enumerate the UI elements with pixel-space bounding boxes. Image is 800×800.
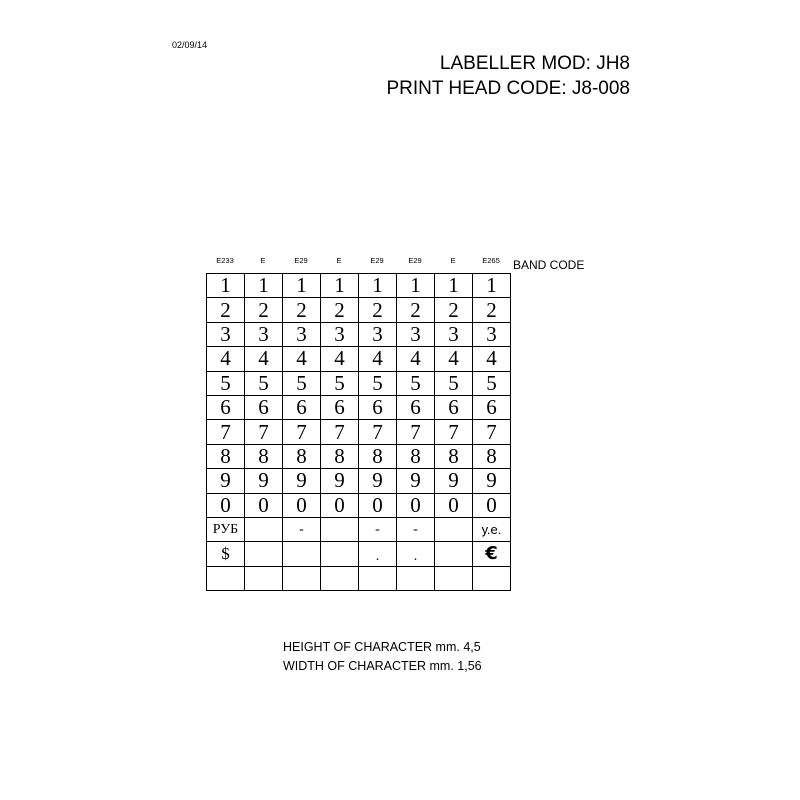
grid-cell: - xyxy=(359,517,397,541)
grid-cell: 3 xyxy=(435,322,473,346)
grid-cell: 0 xyxy=(321,493,359,517)
grid-cell: 5 xyxy=(359,371,397,395)
character-specs xyxy=(283,638,482,676)
grid-cell xyxy=(245,566,283,590)
band-code-7: E xyxy=(450,256,456,265)
grid-row xyxy=(207,566,511,590)
grid-cell: 9 xyxy=(473,469,511,493)
grid-cell: 0 xyxy=(359,493,397,517)
grid-cell: 2 xyxy=(283,298,321,322)
grid-cell: 1 xyxy=(283,274,321,298)
grid-cell: 5 xyxy=(321,371,359,395)
grid-cell xyxy=(321,566,359,590)
grid-cell: 8 xyxy=(321,444,359,468)
grid-cell: 2 xyxy=(473,298,511,322)
grid-cell: 7 xyxy=(245,420,283,444)
grid-cell: 4 xyxy=(473,347,511,371)
grid-cell: 0 xyxy=(207,493,245,517)
grid-cell: 7 xyxy=(207,420,245,444)
grid-cell xyxy=(321,517,359,541)
grid-cell: 2 xyxy=(321,298,359,322)
grid-row xyxy=(207,493,511,517)
band-code-2: E xyxy=(260,256,266,265)
print-band-grid-body xyxy=(207,274,511,591)
grid-cell xyxy=(321,542,359,566)
grid-row xyxy=(207,298,511,322)
grid-cell: 6 xyxy=(435,395,473,419)
grid-row xyxy=(207,395,511,419)
grid-cell: 4 xyxy=(207,347,245,371)
grid-cell: 1 xyxy=(359,274,397,298)
labeller-model-title: LABELLER MOD: JH8 xyxy=(439,53,630,74)
grid-cell: 6 xyxy=(321,395,359,419)
grid-cell: 0 xyxy=(283,493,321,517)
band-code-4: E xyxy=(336,256,342,265)
grid-cell: - xyxy=(397,517,435,541)
grid-cell xyxy=(283,542,321,566)
grid-cell: . xyxy=(397,542,435,566)
grid-cell: 6 xyxy=(283,395,321,419)
grid-cell: 8 xyxy=(207,444,245,468)
grid-cell: 1 xyxy=(321,274,359,298)
grid-cell: 2 xyxy=(397,298,435,322)
grid-cell: 6 xyxy=(207,395,245,419)
grid-cell: 9 xyxy=(397,469,435,493)
grid-cell: 5 xyxy=(283,371,321,395)
grid-cell: 1 xyxy=(397,274,435,298)
grid-cell: 8 xyxy=(435,444,473,468)
grid-cell: 2 xyxy=(245,298,283,322)
grid-row xyxy=(207,517,511,541)
grid-cell xyxy=(245,542,283,566)
grid-cell: 5 xyxy=(207,371,245,395)
grid-cell: 4 xyxy=(435,347,473,371)
grid-cell: 9 xyxy=(245,469,283,493)
grid-row xyxy=(207,371,511,395)
grid-cell: 7 xyxy=(397,420,435,444)
grid-cell: 2 xyxy=(207,298,245,322)
grid-cell: 3 xyxy=(473,322,511,346)
grid-row xyxy=(207,444,511,468)
grid-row xyxy=(207,420,511,444)
grid-cell: 0 xyxy=(245,493,283,517)
grid-cell: 3 xyxy=(397,322,435,346)
grid-cell: 7 xyxy=(473,420,511,444)
grid-cell: 9 xyxy=(321,469,359,493)
grid-cell: 8 xyxy=(473,444,511,468)
grid-cell: 6 xyxy=(245,395,283,419)
grid-row xyxy=(207,322,511,346)
grid-cell: 9 xyxy=(207,469,245,493)
grid-cell: 6 xyxy=(397,395,435,419)
band-code-1: E233 xyxy=(216,256,234,265)
grid-cell: 7 xyxy=(359,420,397,444)
band-codes-row xyxy=(206,256,510,268)
character-height-spec: HEIGHT OF CHARACTER mm. 4,5 xyxy=(283,640,481,654)
grid-cell: 3 xyxy=(321,322,359,346)
grid-cell: 8 xyxy=(359,444,397,468)
grid-cell: 0 xyxy=(473,493,511,517)
grid-cell: 5 xyxy=(245,371,283,395)
grid-cell: 4 xyxy=(283,347,321,371)
grid-row xyxy=(207,347,511,371)
grid-cell xyxy=(435,517,473,541)
grid-row xyxy=(207,274,511,298)
grid-row xyxy=(207,542,511,566)
grid-cell: 3 xyxy=(359,322,397,346)
band-code-6: E29 xyxy=(408,256,422,265)
document-date: 02/09/14 xyxy=(172,40,208,50)
grid-cell: . xyxy=(359,542,397,566)
grid-cell: € xyxy=(473,542,511,566)
grid-cell: 5 xyxy=(473,371,511,395)
band-code-5: E29 xyxy=(370,256,384,265)
grid-cell: 0 xyxy=(397,493,435,517)
grid-cell xyxy=(245,517,283,541)
grid-cell: 6 xyxy=(359,395,397,419)
band-code-8: E265 xyxy=(482,256,500,265)
band-code-label: BAND CODE xyxy=(513,258,585,272)
grid-cell: 2 xyxy=(359,298,397,322)
grid-cell: у.е. xyxy=(473,517,511,541)
grid-cell: РУБ xyxy=(207,517,245,541)
grid-cell: 3 xyxy=(207,322,245,346)
grid-cell: 6 xyxy=(473,395,511,419)
grid-cell xyxy=(473,566,511,590)
grid-cell: 8 xyxy=(397,444,435,468)
grid-row xyxy=(207,469,511,493)
grid-cell: 8 xyxy=(245,444,283,468)
print-head-code-title: PRINT HEAD CODE: J8-008 xyxy=(386,78,630,99)
grid-cell: 7 xyxy=(435,420,473,444)
grid-cell: 4 xyxy=(321,347,359,371)
grid-cell: 9 xyxy=(359,469,397,493)
grid-cell xyxy=(207,566,245,590)
grid-cell xyxy=(435,566,473,590)
print-band-grid xyxy=(206,273,511,591)
grid-cell: 0 xyxy=(435,493,473,517)
grid-cell: 3 xyxy=(245,322,283,346)
grid-cell: 9 xyxy=(435,469,473,493)
grid-cell: 4 xyxy=(397,347,435,371)
character-width-spec: WIDTH OF CHARACTER mm. 1,56 xyxy=(283,659,482,673)
grid-cell xyxy=(359,566,397,590)
grid-cell: 1 xyxy=(207,274,245,298)
grid-cell: $ xyxy=(207,542,245,566)
grid-cell: 3 xyxy=(283,322,321,346)
band-code-3: E29 xyxy=(294,256,308,265)
grid-cell: 2 xyxy=(435,298,473,322)
grid-cell: 9 xyxy=(283,469,321,493)
grid-cell: 8 xyxy=(283,444,321,468)
grid-cell: 4 xyxy=(359,347,397,371)
grid-cell xyxy=(435,542,473,566)
grid-cell xyxy=(397,566,435,590)
grid-cell: 7 xyxy=(321,420,359,444)
grid-cell: 7 xyxy=(283,420,321,444)
grid-cell xyxy=(283,566,321,590)
grid-cell: - xyxy=(283,517,321,541)
grid-cell: 4 xyxy=(245,347,283,371)
grid-cell: 1 xyxy=(473,274,511,298)
grid-cell: 5 xyxy=(435,371,473,395)
grid-cell: 1 xyxy=(245,274,283,298)
grid-cell: 5 xyxy=(397,371,435,395)
grid-cell: 1 xyxy=(435,274,473,298)
